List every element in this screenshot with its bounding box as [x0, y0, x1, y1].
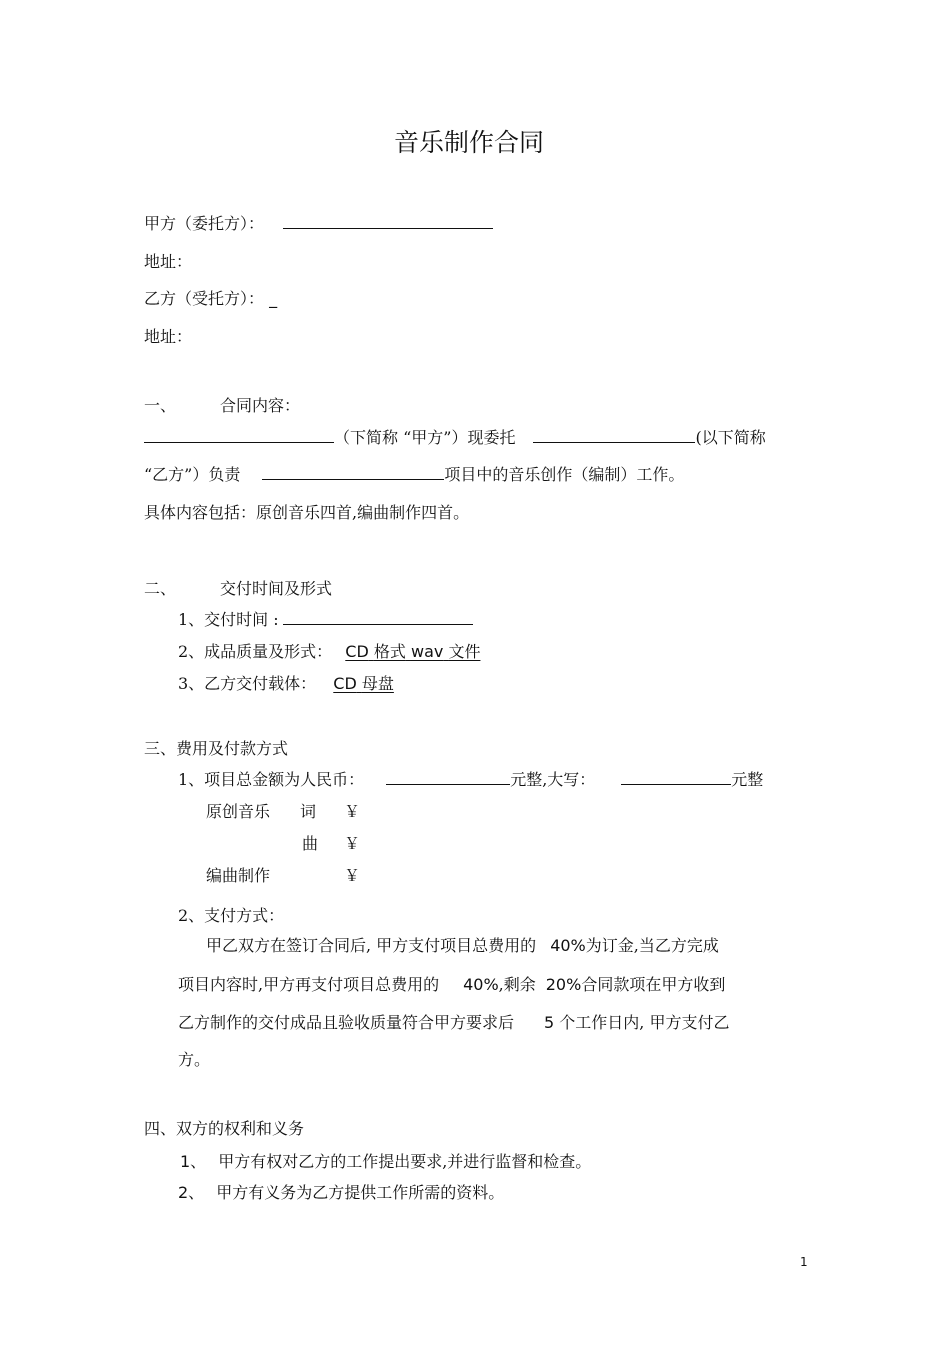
party-b-row [144, 289, 277, 309]
s1-line1-end: (以下简称 [695, 428, 766, 447]
s1-line2 [144, 465, 684, 485]
address-a-label: 地址： [144, 252, 193, 271]
amount-numeric-blank[interactable] [386, 770, 510, 785]
s4-item1: 1、 甲方有权对乙方的工作提出要求,并进行监督和检查。 [180, 1152, 592, 1171]
page-number: 1 [800, 1255, 808, 1269]
contractor-name-blank[interactable] [533, 428, 695, 443]
melody-yen: ￥ [344, 834, 361, 853]
section-1-heading: 合同内容： [220, 396, 301, 415]
project-name-blank[interactable] [262, 465, 444, 480]
party-b-label: 乙方（受托方）： [144, 289, 265, 308]
delivery-time-label: 1、交付时间 : [178, 610, 279, 629]
melody-label: 曲 [302, 834, 319, 853]
arrangement-label: 编曲制作 [206, 866, 271, 885]
lyrics-label: 词 [300, 802, 317, 821]
client-name-blank[interactable] [144, 428, 334, 443]
payment-method-label: 2、支付方式： [178, 906, 285, 925]
party-a-blank[interactable] [283, 214, 493, 229]
amount-words-blank[interactable] [621, 770, 731, 785]
total-amount-end: 元整 [731, 770, 764, 789]
lyrics-yen: ￥ [344, 802, 361, 821]
s1-line1 [144, 428, 766, 448]
section-4-heading: 四、双方的权利和义务 [144, 1119, 305, 1138]
payment-para-line3: 乙方制作的交付成品且验收质量符合甲方要求后 5 个工作日内, 甲方支付乙 [178, 1013, 730, 1032]
section-2-num: 二、 [144, 579, 177, 598]
total-amount-label: 1、项目总金额为人民币： [178, 770, 365, 789]
quality-format-label: 2、成品质量及形式： [178, 642, 333, 661]
s2-item2 [178, 642, 480, 662]
section-2-heading: 交付时间及形式 [220, 579, 333, 598]
section-1-num: 一、 [144, 396, 177, 415]
s3-item1 [178, 770, 763, 790]
carrier-label: 3、乙方交付载体： [178, 674, 317, 693]
payment-para-line2: 项目内容时,甲方再支付项目总费用的 40%,剩余 20%合同款项在甲方收到 [178, 975, 726, 994]
page-title: 音乐制作合同 [393, 128, 544, 157]
s2-item3 [178, 674, 394, 694]
original-music-label: 原创音乐 [206, 802, 271, 821]
s2-item1 [178, 610, 473, 630]
party-a-row [144, 214, 493, 234]
delivery-time-blank[interactable] [283, 610, 473, 625]
payment-para-line4: 方。 [178, 1050, 211, 1069]
address-b-label: 地址： [144, 327, 193, 346]
section-3-heading: 三、费用及付款方式 [144, 739, 289, 758]
total-amount-mid: 元整,大写： [510, 770, 596, 789]
arrangement-yen: ￥ [344, 866, 361, 885]
carrier-value[interactable]: CD 母盘 [333, 674, 394, 693]
payment-para-line1: 甲乙双方在签订合同后, 甲方支付项目总费用的 40%为订金,当乙方完成 [206, 936, 719, 955]
quality-format-value[interactable]: CD 格式 wav 文件 [345, 642, 481, 661]
s4-item2: 2、 甲方有义务为乙方提供工作所需的资料。 [178, 1183, 505, 1202]
s1-line1-mid: （下简称 “甲方”）现委托 [334, 428, 516, 447]
s1-line2-end: 项目中的音乐创作（编制）工作。 [444, 465, 685, 484]
s1-line2-start: “乙方”）负责 [144, 465, 241, 484]
s1-line3: 具体内容包括：原创音乐四首,编曲制作四首。 [144, 503, 470, 522]
party-a-label: 甲方（委托方）： [144, 214, 265, 233]
party-b-blank[interactable]: _ [269, 289, 278, 308]
